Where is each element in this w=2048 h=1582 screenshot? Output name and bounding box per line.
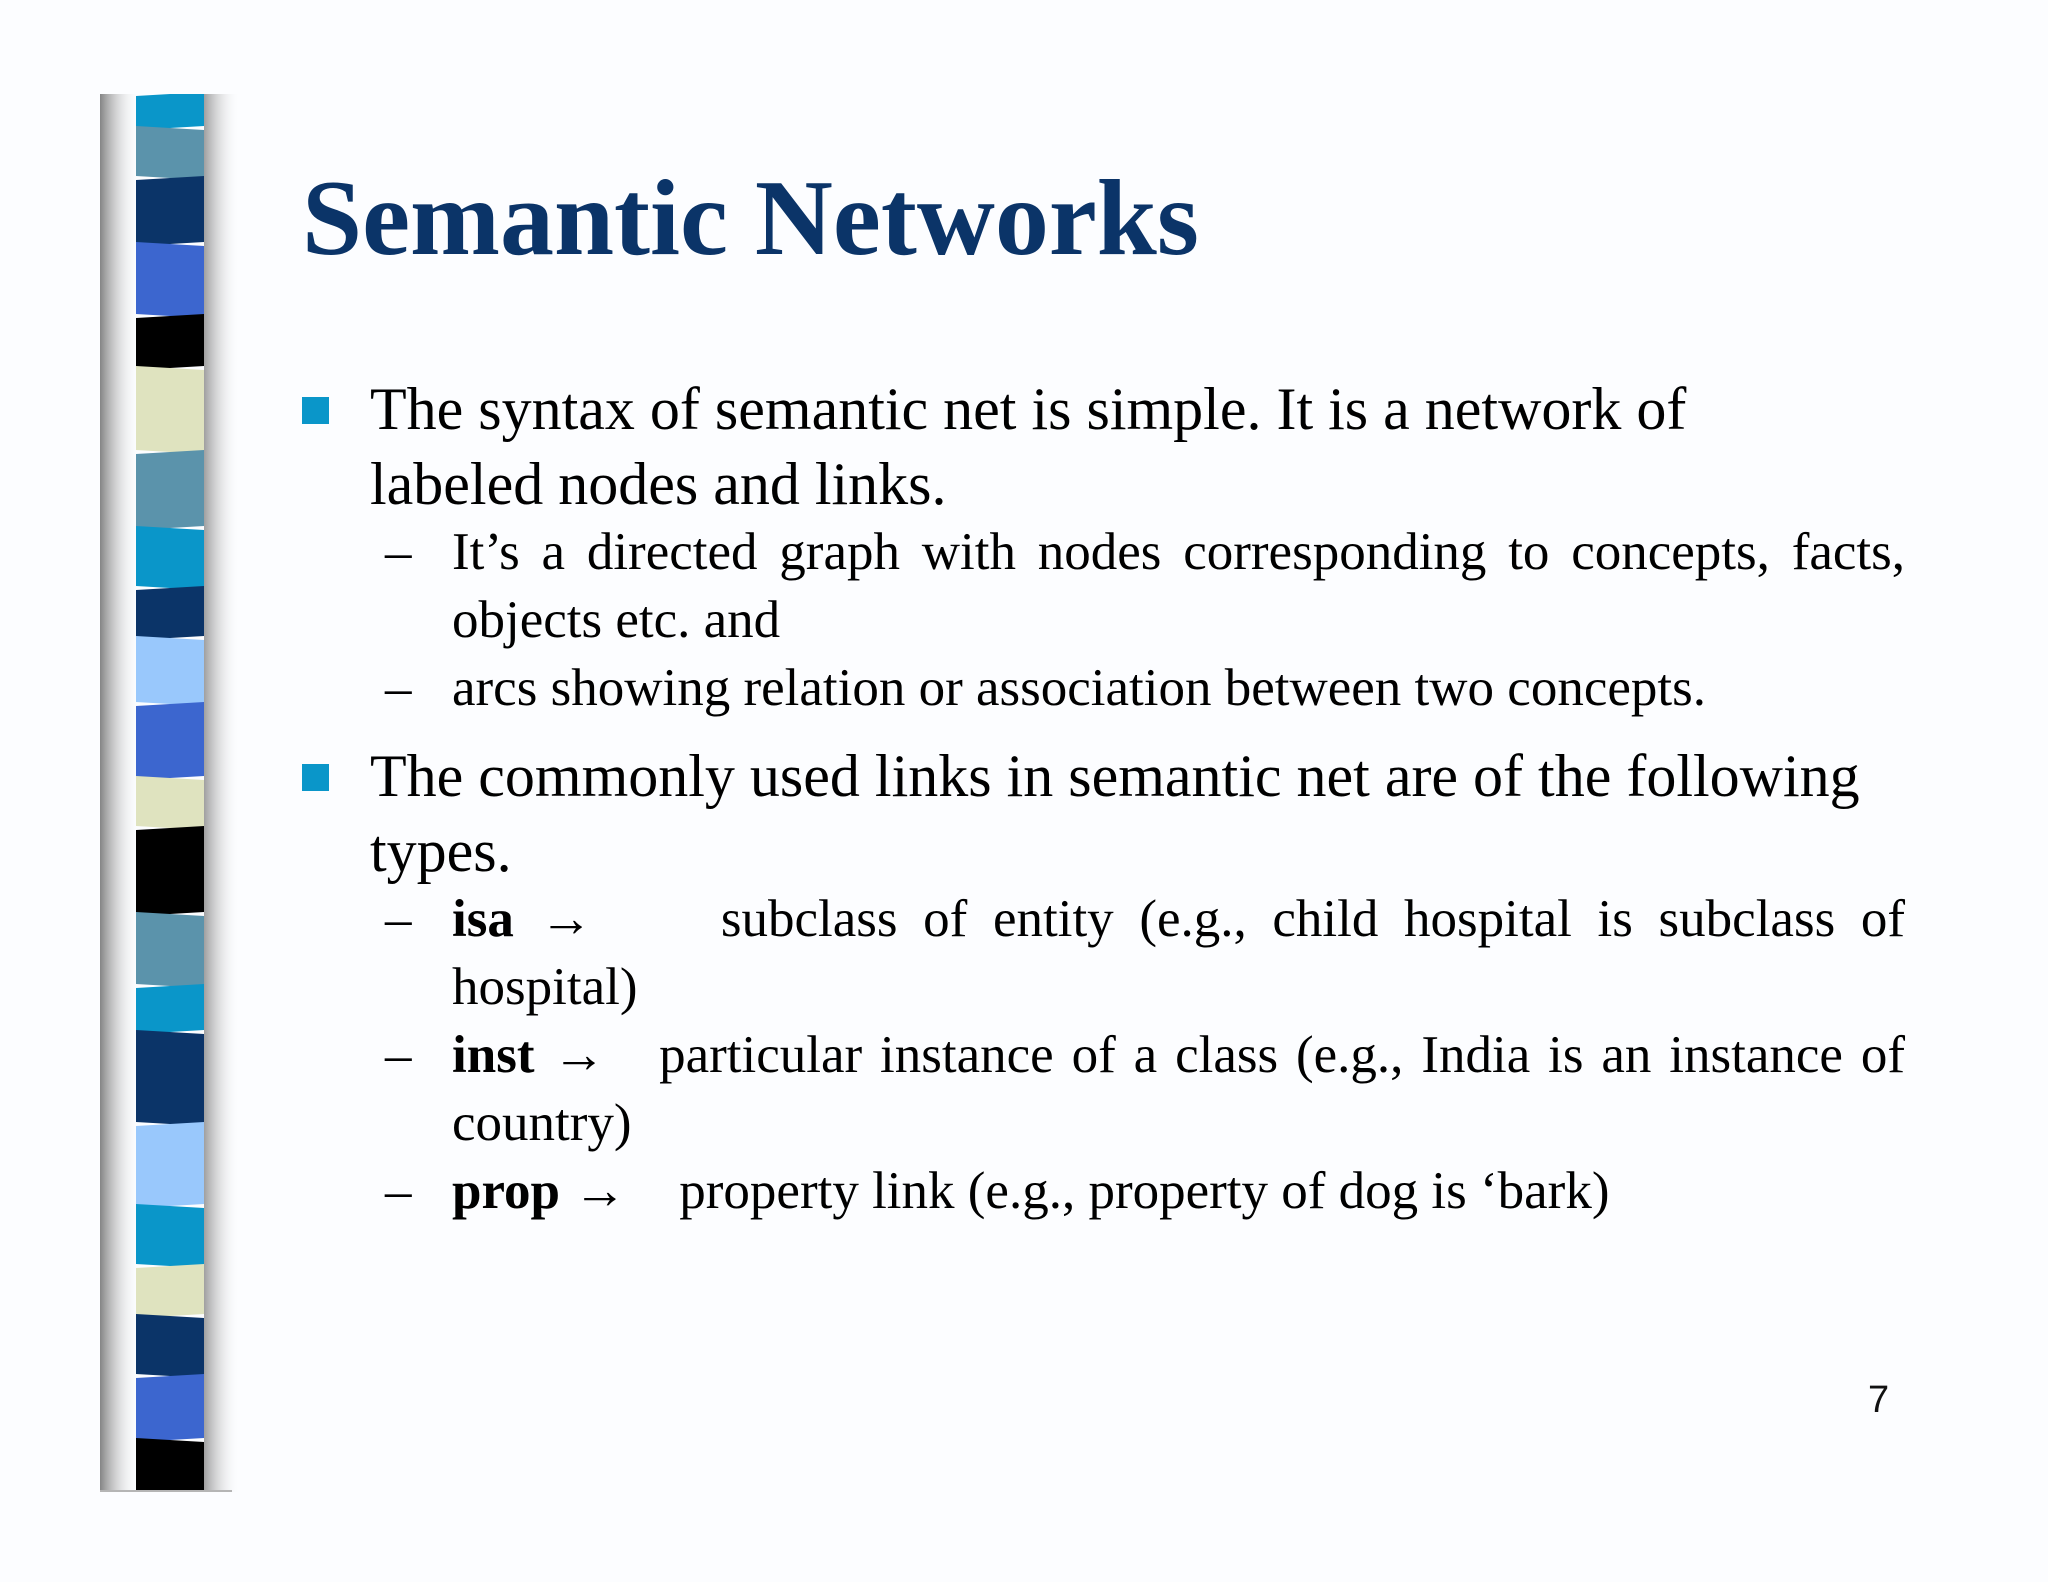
link-description: subclass of entity (e.g., child hospital is subclass of hospital) xyxy=(452,890,1906,1016)
strip-block xyxy=(136,1374,204,1442)
bullet-text: The syntax of semantic net is simple. It is a network of labeled nodes and links. xyxy=(370,376,1687,517)
sub-item-text xyxy=(452,1021,1905,1157)
strip-shadow-left xyxy=(100,94,140,1492)
strip-block xyxy=(136,366,204,454)
strip-block xyxy=(136,242,204,318)
strip-block xyxy=(136,1122,204,1208)
strip-block xyxy=(136,586,204,640)
page-number: 7 xyxy=(1868,1379,1890,1421)
sub-item-text xyxy=(452,885,1905,1021)
strip-block xyxy=(136,636,204,706)
square-bullet-icon xyxy=(302,397,329,424)
arrow-right-icon: → xyxy=(539,890,593,948)
strip-shadow-right xyxy=(204,94,240,1492)
square-bullet-icon xyxy=(302,764,329,791)
link-keyword: isa xyxy=(452,890,514,948)
decorative-strip xyxy=(100,94,240,1492)
strip-block xyxy=(136,526,204,590)
dash-icon: – xyxy=(385,523,412,581)
strip-block xyxy=(136,176,204,246)
link-description: property link (e.g., property of dog is ‘bark) xyxy=(679,1162,1610,1220)
strip-block xyxy=(136,1204,204,1268)
slide-title: Semantic Networks xyxy=(302,159,1199,278)
dash-icon: – xyxy=(385,1026,412,1084)
sub-item-text xyxy=(452,1157,1905,1225)
arrow-right-icon: → xyxy=(573,1162,627,1220)
dash-icon: – xyxy=(385,890,412,948)
sub-item-text: arcs showing relation or association between two concepts. xyxy=(452,659,1706,717)
strip-block xyxy=(136,1314,204,1378)
dash-icon: – xyxy=(385,659,412,717)
strip-block xyxy=(136,826,204,916)
strip-block xyxy=(136,912,204,988)
bullet-text: The commonly used links in semantic net are of the following types. xyxy=(370,743,1860,884)
strip-block xyxy=(136,776,204,830)
link-keyword: inst xyxy=(452,1026,535,1084)
arrow-right-icon: → xyxy=(552,1026,606,1084)
strip-blocks xyxy=(136,94,204,1492)
strip-block xyxy=(136,984,204,1034)
strip-block xyxy=(136,314,204,370)
strip-block xyxy=(136,1030,204,1126)
sub-item-text: It’s a directed graph with nodes corresponding to concepts, facts, objects etc. and xyxy=(452,523,1905,649)
strip-block xyxy=(136,94,204,130)
strip-block xyxy=(136,702,204,780)
decorative-strip-graphic xyxy=(100,94,240,1492)
strip-block xyxy=(136,1264,204,1318)
link-keyword: prop xyxy=(452,1162,561,1220)
strip-block xyxy=(136,450,204,530)
strip-block xyxy=(136,126,204,180)
link-description: particular instance of a class (e.g., India is an instance of country) xyxy=(452,1026,1906,1152)
dash-icon: – xyxy=(385,1162,412,1220)
strip-block xyxy=(136,1438,204,1492)
